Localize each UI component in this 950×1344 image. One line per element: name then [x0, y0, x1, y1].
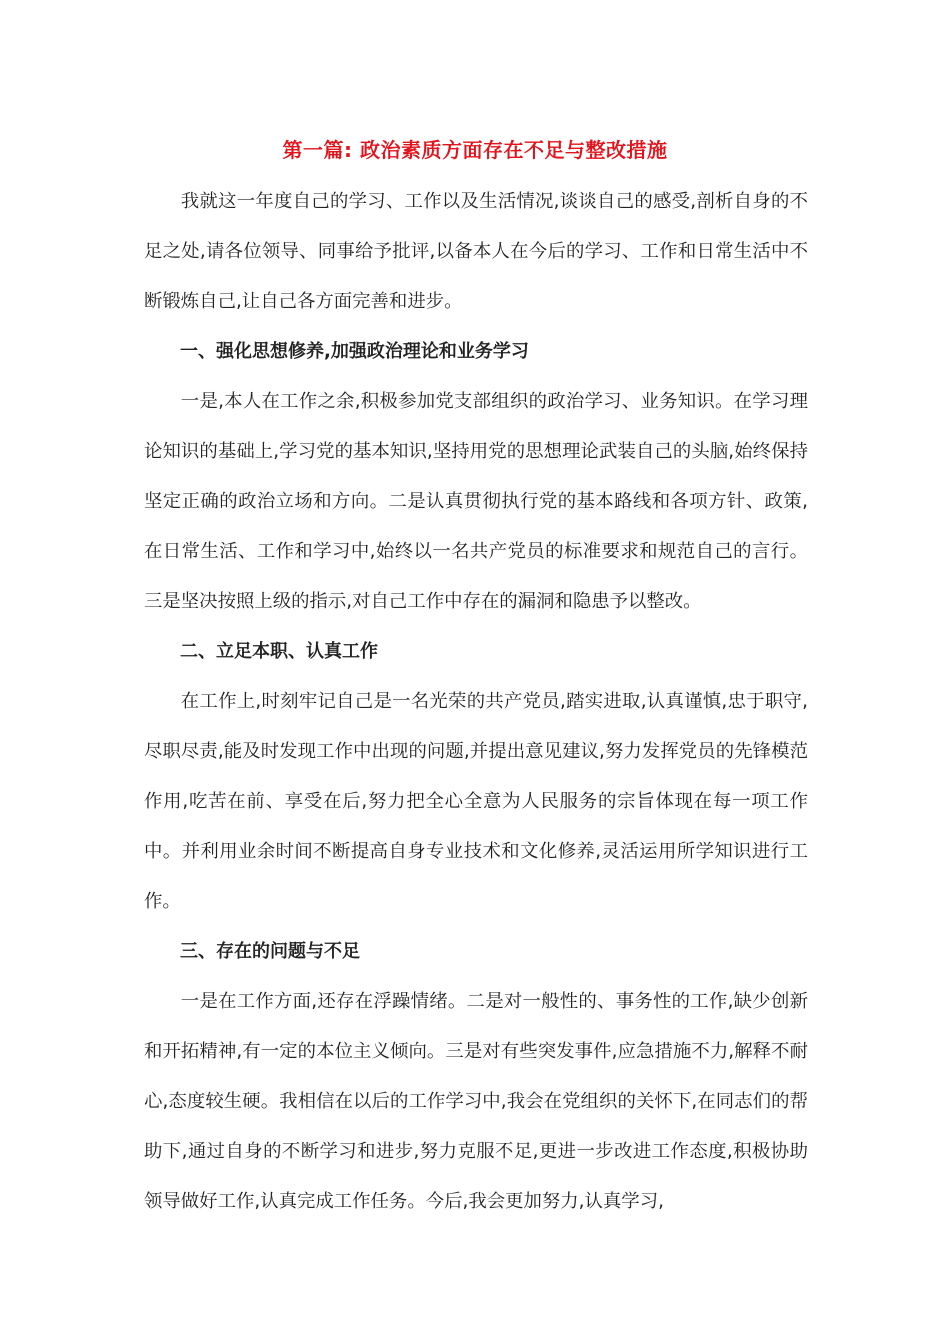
document-body: [144, 177, 808, 1227]
section-body-3: 一是在工作方面,还存在浮躁情绪。二是对一般性的、事务性的工作,缺少创新和开拓精神,有一定的本位主义倾向。三是对有些突发事件,应急措施不力,解释不耐心,态度较生硬。我相信在以后的工作学习中,我会在党组织的关怀下,在同志们的帮助下,通过自身的不断学习和进步,努力克服不足,更进一步改进工作态度,积极协助领导做好工作,认真完成工作任务。今后,我会更加努力,认真学习,: [144, 991, 808, 1212]
section-heading-1: 一、强化思想修养,加强政治理论和业务学习: [180, 341, 529, 362]
section-heading-2: 二、立足本职、认真工作: [180, 641, 378, 662]
intro-paragraph: 我就这一年度自己的学习、工作以及生活情况,谈谈自己的感受,剖析自身的不足之处,请各位领导、同事给予批评,以备本人在今后的学习、工作和日常生活中不断锻炼自己,让自己各方面完善和进步。: [144, 191, 808, 312]
section-heading-3: 三、存在的问题与不足: [180, 941, 360, 962]
section-body-2: 在工作上,时刻牢记自己是一名光荣的共产党员,踏实进取,认真谨慎,忠于职守,尽职尽责,能及时发现工作中出现的问题,并提出意见建议,努力发挥党员的先锋模范作用,吃苦在前、享受在后,努力把全心全意为人民服务的宗旨体现在每一项工作中。并利用业余时间不断提高自身专业技术和文化修养,灵活运用所学知识进行工作。: [144, 691, 808, 912]
document-title: 第一篇: 政治素质方面存在不足与整改措施: [282, 138, 668, 162]
section-body-1: 一是,本人在工作之余,积极参加党支部组织的政治学习、业务知识。在学习理论知识的基础上,学习党的基本知识,坚持用党的思想理论武装自己的头脑,始终保持坚定正确的政治立场和方向。二是认真贯彻执行党的基本路线和各项方针、政策,在日常生活、工作和学习中,始终以一名共产党员的标准要求和规范自己的言行。三是坚决按照上级的指示,对自己工作中存在的漏洞和隐患予以整改。: [144, 391, 808, 612]
